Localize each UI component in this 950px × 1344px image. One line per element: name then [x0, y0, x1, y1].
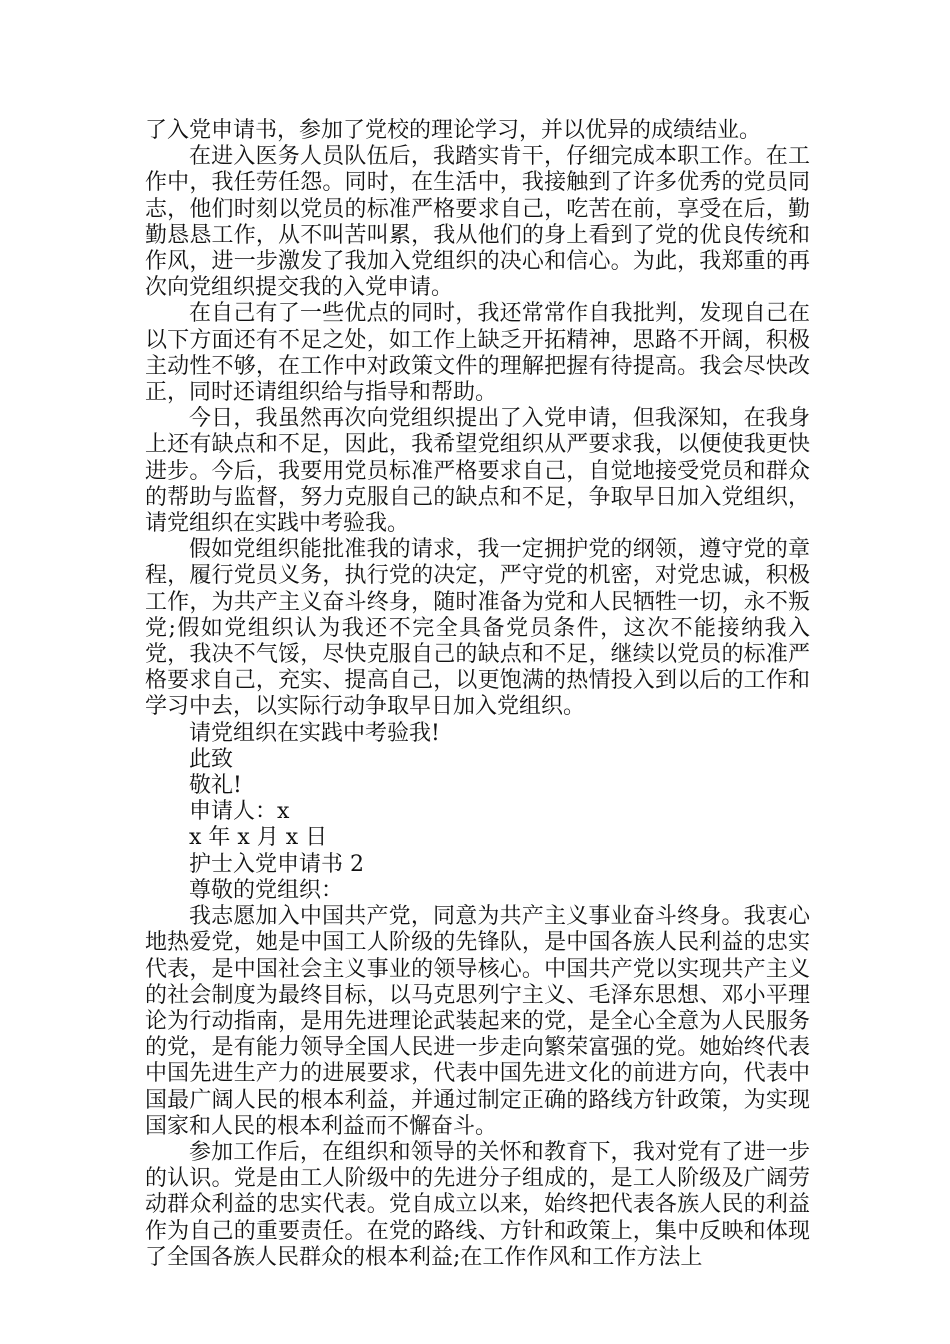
second-letter-greeting: 尊敬的党组织：: [189, 877, 344, 903]
application-date: x 年 x 月 x 日: [189, 825, 328, 851]
closing-salutation: 此致: [189, 746, 234, 772]
second-letter-title: 护士入党申请书 2: [189, 851, 364, 877]
paragraph-work-performance: 在进入医务人员队伍后，我踏实肯干，仔细完成本职工作。在工作中，我任劳任怨。同时，在生活中，我接触到了许多优秀的党员同志，他们时刻以党员的标准严格要求自己，吃苦在前，享受在后，勤勤恳恳工作，从不叫苦叫累，我从他们的身上看到了党的优良传统和作风，进一步激发了我加入党组织的决心和信心。为此，我郑重的再次向党组织提交我的入党申请。: [145, 144, 810, 301]
paragraph-party-commitment: 我志愿加入中国共产党，同意为共产主义事业奋斗终身。我衷心地热爱党，她是中国工人阶级的先锋队，是中国各族人民利益的忠实代表，是中国社会主义事业的领导核心。中国共产党以实现共产主义的社会制度为最终目标，以马克思列宁主义、毛泽东思想、邓小平理论为行动指南，是用先进理论武装起来的党，是全心全意为人民服务的党，是有能力领导全国人民进一步走向繁荣富强的党。她始终代表中国先进生产力的进展要求，代表中国先进文化的前进方向，代表中国最广阔人民的根本利益，并通过制定正确的路线方针政策，为实现国家和人民的根本利益而不懈奋斗。: [145, 904, 810, 1139]
paragraph-resubmission: 今日，我虽然再次向党组织提出了入党申请，但我深知，在我身上还有缺点和不足，因此，我希望党组织从严要求我，以便使我更快进步。今后，我要用党员标准严格要求自己，自觉地接受党员和群众的帮助与监督，努力克服自己的缺点和不足，争取早日加入党组织，请党组织在实践中考验我。: [145, 406, 810, 537]
document-page: [145, 118, 810, 1271]
applicant-signature: 申请人：x: [189, 799, 290, 825]
paragraph-party-understanding: 参加工作后，在组织和领导的关怀和教育下，我对党有了进一步的认识。党是由工人阶级中的先进分子组成的，是工人阶级及广阔劳动群众利益的忠实代表。党自成立以来，始终把代表各族人民的利益作为自己的重要责任。在党的路线、方针和政策上，集中反映和体现了全国各族人民群众的根本利益;在工作作风和工作方法上: [145, 1139, 810, 1270]
paragraph-self-criticism: 在自己有了一些优点的同时，我还常常作自我批判，发现自己在以下方面还有不足之处，如工作上缺乏开拓精神，思路不开阔，积极主动性不够，在工作中对政策文件的理解把握有待提高。我会尽快改正，同时还请组织给与指导和帮助。: [145, 301, 810, 406]
closing-regards: 敬礼!: [189, 773, 242, 799]
paragraph-pledge: 假如党组织能批准我的请求，我一定拥护党的纲领，遵守党的章程，履行党员义务，执行党的决定，严守党的机密，对党忠诚，积极工作，为共产主义奋斗终身，随时准备为党和人民牺牲一切，永不叛党;假如党组织认为我还不完全具备党员条件，这次不能接纳我入党，我决不气馁，尽快克服自己的缺点和不足，继续以党员的标准严格要求自己，充实、提高自己，以更饱满的热情投入到以后的工作和学习中去，以实际行动争取早日加入党组织。: [145, 537, 810, 720]
paragraph-continuation: 了入党申请书，参加了党校的理论学习，并以优异的成绩结业。: [145, 118, 762, 143]
closing-request: 请党组织在实践中考验我!: [189, 720, 440, 746]
